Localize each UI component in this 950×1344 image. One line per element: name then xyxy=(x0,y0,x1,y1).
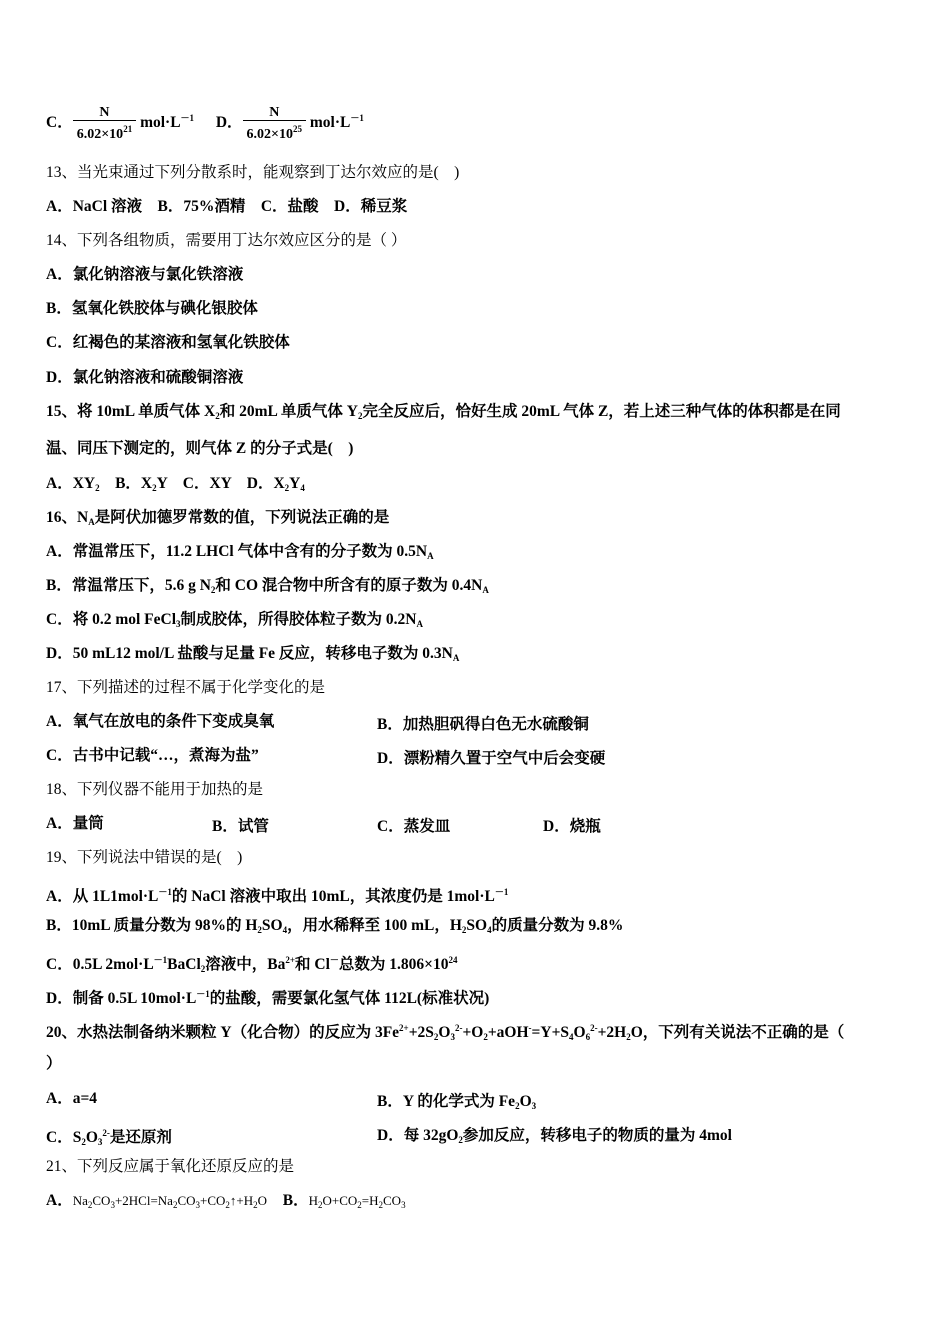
q18-option-b: B．试管 xyxy=(212,818,269,835)
q19-option-a: A．从 $1L1mol\cdot L^{-1}$的 NaCl 溶液中取出 10mL，其浓度仍是 $1mol\cdot L^{-1}$ xyxy=(46,887,509,905)
q12-opt-c-unit: mol·L xyxy=(140,114,181,131)
q13-stem: 13、当光束通过下列分散系时，能观察到丁达尔效应的是( ) xyxy=(46,164,460,181)
q19-option-b: B．10mL 质量分数为 98%的 $H_2SO_4$，用水稀释至 100 mL，$H_2SO_4$的质量分数为 9.8% xyxy=(46,917,624,935)
q17-option-a: A．氧气在放电的条件下变成臭氧 xyxy=(46,713,275,730)
q13-options: A．NaCl 溶液 B．75%酒精 C．盐酸 D．稀豆浆 xyxy=(46,198,408,215)
q21-stem: 21、下列反应属于氧化还原反应的是 xyxy=(46,1158,295,1175)
q14-stem: 14、下列各组物质，需要用丁达尔效应区分的是（ ） xyxy=(46,232,407,249)
q17-option-b: B．加热胆矾得白色无水硫酸铜 xyxy=(377,716,589,733)
q14-option-a: A．氯化钠溶液与氯化铁溶液 xyxy=(46,266,244,283)
q12-opt-d-label: D． xyxy=(215,114,243,131)
q18-option-d: D．烧瓶 xyxy=(543,818,601,835)
q19-option-d: D．制备 0.5L $10mol\cdot L^{-1}$的盐酸，需要氯化氢气体 112L(标准状况) xyxy=(46,989,490,1007)
q14-option-d: D．氯化钠溶液和硫酸铜溶液 xyxy=(46,369,244,386)
q12-opt-c-fraction: $\frac{N}{6.02\times 10^{21}}$ xyxy=(73,105,136,142)
q12-options: C． $\frac{N}{6.02\times 10^{21}}$ $mol\cdot L^{-1}$ D． $\frac{N}{6.02\times 10^{25}}$ $mol\cdot L^{-1}$ xyxy=(46,104,364,142)
q20-option-d: D．每 $32gO_2$参加反应，转移电子的物质的量为 4mol xyxy=(377,1127,732,1145)
q21-option-a: $Na_2CO_3+2HCl=Na_2CO_3+CO_2↑+H_2O$ xyxy=(72,1193,268,1210)
q12-opt-d-unit: mol·L xyxy=(309,114,351,131)
q17-stem: 17、下列描述的过程不属于化学变化的是 xyxy=(46,679,326,696)
q16-option-c: C．将 0.2 mol FeCl$_3$制成胶体，所得胶体粒子数为 $0.2N_A$ xyxy=(46,611,423,629)
q16-option-d: D．50 mL12 mol/L 盐酸与足量 Fe 反应，转移电子数为 $0.3N_A$ xyxy=(46,645,460,663)
q12-opt-d-fraction: $\frac{N}{6.02\times 10^{25}}$ xyxy=(243,105,306,142)
q18-option-a: A．量筒 xyxy=(46,815,104,832)
q18-option-c: C．蒸发皿 xyxy=(377,818,451,835)
q17-option-c: C．古书中记载“…，煮海为盐” xyxy=(46,747,259,764)
q16-option-b: B．常温常压下，5.6 g $N_2$和 CO 混合物中所含有的原子数为 $0.4N_A$ xyxy=(46,577,489,595)
q16-option-a: A．常温常压下，11.2 LHCl 气体中含有的分子数为 $0.5N_A$ xyxy=(46,543,434,561)
q20-option-c: C．$S_2O_3^{2-}$是还原剂 xyxy=(46,1128,172,1147)
q14-option-c: C．红褐色的某溶液和氢氧化铁胶体 xyxy=(46,334,290,351)
q16-stem: 16、$N_A$是阿伏加德罗常数的值，下列说法正确的是 xyxy=(46,509,390,527)
q21-option-b: $H_2O+CO_2=H_2CO_3$ xyxy=(308,1193,406,1210)
q17-option-d: D．漂粉精久置于空气中后会变硬 xyxy=(377,750,606,767)
q15-options: A．$XY_2$ B．$X_2Y$ C．XY D．$X_2Y_4$ xyxy=(46,475,305,493)
q20-stem-line1: 20、水热法制备纳米颗粒 Y（化合物）的反应为 $3Fe^{2+}+2S_2O_3^{2-}+O_2+aOH^-=Y+S_4O_6^{2-}+2H_2O$，下列有关说法不正确的是（ xyxy=(46,1023,845,1042)
q20-option-a: A．a=4 xyxy=(46,1090,98,1107)
q21-options: A．$Na_2CO_3+2HCl=Na_2CO_3+CO_2↑+H_2O$ B．$H_2O+CO_2=H_2CO_3$ xyxy=(46,1192,406,1210)
q15-stem-line2: 温、同压下测定的，则气体 Z 的分子式是( ) xyxy=(46,440,354,457)
q18-stem: 18、下列仪器不能用于加热的是 xyxy=(46,781,264,798)
q20-stem-line2: ） xyxy=(46,1055,62,1072)
q19-stem: 19、下列说法中错误的是( ) xyxy=(46,849,243,866)
q15-stem-line1: 15、将 10mL 单质气体 $X_2$和 20mL 单质气体 $Y_2$完全反应后，恰好生成 20mL 气体 Z，若上述三种气体的体积都是在同 xyxy=(46,403,841,421)
q20-option-b: B．Y 的化学式为 $Fe_2O_3$ xyxy=(377,1093,537,1111)
q14-option-b: B．氢氧化铁胶体与碘化银胶体 xyxy=(46,300,258,317)
q19-option-c: C．0.5L $2mol\cdot L^{-1}BaCl_2$溶液中，$Ba^{2+}$和 Cl－总数为 $1.806\times 10^{24}$ xyxy=(46,955,458,974)
q12-opt-c-label: C． xyxy=(46,114,73,131)
